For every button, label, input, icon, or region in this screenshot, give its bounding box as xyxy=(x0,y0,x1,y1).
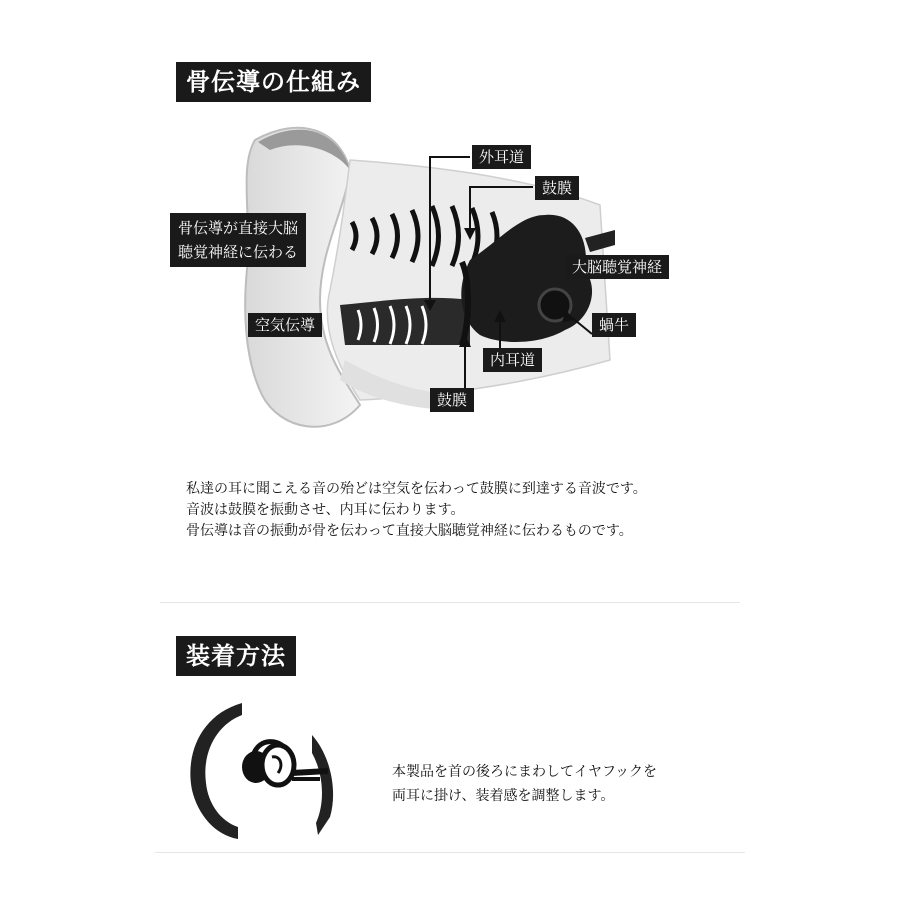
section-title-bone-conduction: 骨伝導の仕組み xyxy=(176,62,371,102)
wearing-instructions xyxy=(392,760,657,808)
head-profile-back-icon xyxy=(312,735,333,835)
explanation-line-3: 骨伝導は音の振動が骨を伝わって直接大脳聴覚神経に伝わるものです。 xyxy=(186,523,633,539)
wearing-line-1: 本製品を首の後ろにまわしてイヤフックを xyxy=(392,764,658,780)
label-inner-ear-canal: 内耳道 xyxy=(483,348,542,372)
bone-conduction-explanation xyxy=(186,479,647,542)
label-bone-conduction-line2: 聴覚神経に伝わる xyxy=(178,243,299,261)
label-auditory-nerve: 大脳聴覚神経 xyxy=(565,255,669,279)
label-cochlea: 蝸牛 xyxy=(592,313,636,337)
label-bone-conduction-line1: 骨伝導が直接大脳 xyxy=(178,219,299,237)
label-bone-conduction xyxy=(170,213,306,267)
bottom-divider xyxy=(155,852,745,853)
explanation-line-2: 音波は鼓膜を振動させ、内耳に伝わります。 xyxy=(186,502,465,518)
section-title-how-to-wear: 装着方法 xyxy=(176,636,296,676)
wearing-illustration xyxy=(180,695,350,845)
label-air-conduction: 空気伝導 xyxy=(248,313,322,337)
label-eardrum-bottom: 鼓膜 xyxy=(430,388,474,412)
label-eardrum-top: 鼓膜 xyxy=(535,176,579,200)
explanation-line-1: 私達の耳に聞こえる音の殆どは空気を伝わって鼓膜に到達する音波です。 xyxy=(186,481,647,497)
head-profile-icon xyxy=(190,703,242,839)
label-outer-ear-canal: 外耳道 xyxy=(472,145,531,169)
wearing-line-2: 両耳に掛け、装着感を調整します。 xyxy=(392,788,615,804)
divider xyxy=(160,602,740,603)
